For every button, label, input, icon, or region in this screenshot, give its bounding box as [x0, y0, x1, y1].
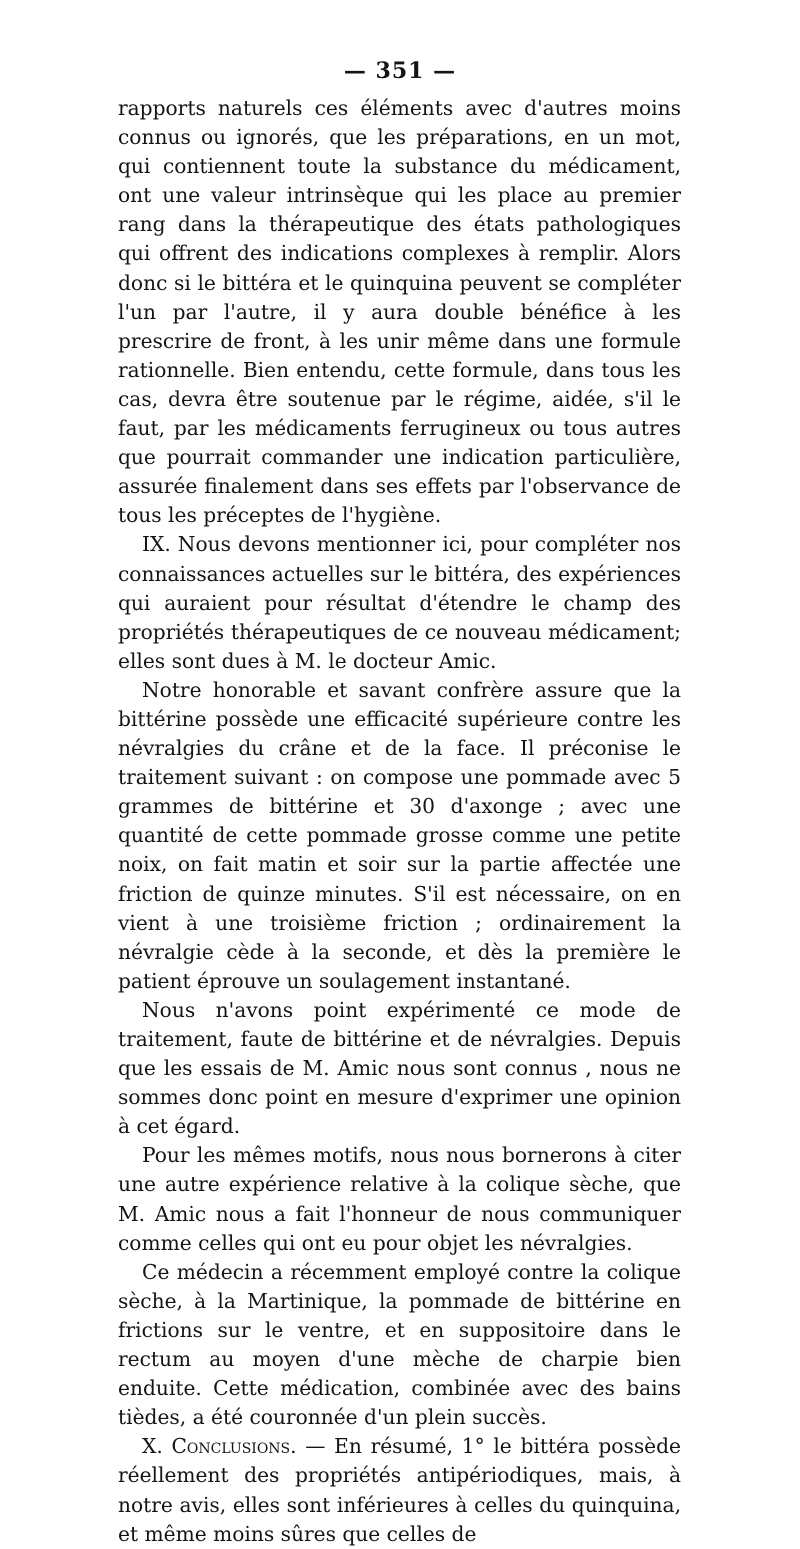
conclusion-heading: X. Conclusions. [142, 1434, 297, 1459]
paragraph-2: IX. Nous devons mentionner ici, pour compléter nos connaissances actuelles sur le bittéra, des expériences qui auraient pour résultat d'étendre le champ des propriétés thérapeutiques de ce nouveau médicament; elles sont dues à M. le docteur Amic. [118, 532, 681, 673]
conclusion-text: — En résumé, 1° le bittéra possède réellement des propriétés antipériodiques, mais, à notre avis, elles sont inférieures à celles du quinquina, et même moins sûres que celles de [118, 1434, 681, 1546]
conclusion-paragraph [118, 1432, 681, 1548]
paragraph-3: Notre honorable et savant confrère assure que la bittérine possède une efficacité supérieure contre les névralgies du crâne et de la face. Il préconise le traitement suivant : on compose une pommade avec 5 grammes de bittérine et 30 d'axonge ; avec une quantité de cette pommade grosse comme une petite noix, on fait matin et soir sur la partie affectée une friction de quinze minutes. S'il est nécessaire, on en vient à une troisième friction ; ordinairement la névralgie cède à la seconde, et dès la première le patient éprouve un soulagement instantané. [118, 677, 681, 993]
paragraph-4: Nous n'avons point expérimenté ce mode de traitement, faute de bittérine et de névralgies. Depuis que les essais de M. Amic nous sont connus , nous ne sommes donc point en mesure d'exprimer une opinion à cet égard. [118, 997, 681, 1139]
paragraph-6: Ce médecin a récemment employé contre la colique sèche, à la Martinique, la pommade de bittérine en frictions sur le ventre, et en suppositoire dans le rectum au moyen d'une mèche de charpie bien enduite. Cette médication, combinée avec des bains tièdes, a été couronnée d'un plein succès. [118, 1259, 681, 1430]
paragraph-1: rapports naturels ces éléments avec d'autres moins connus ou ignorés, que les préparations, en un mot, qui contiennent toute la substance du médicament, ont une valeur intrinsèque qui les place au premier rang dans la thérapeutique des états pathologiques qui offrent des indications complexes à remplir. Alors donc si le bittéra et le quinquina peuvent se compléter l'un par l'autre, il y aura double bénéfice à les prescrire de front, à les unir même dans une formule rationnelle. Bien entendu, cette formule, dans tous les cas, devra être soutenue par le régime, aidée, s'il le faut, par les médicaments ferrugineux ou tous autres que pourrait commander une indication particulière, assurée finalement dans ses effets par l'observance de tous les préceptes de l'hygiène. [118, 96, 681, 528]
paragraph-5: Pour les mêmes motifs, nous nous bornerons à citer une autre expérience relative à la colique sèche, que M. Amic nous a fait l'honneur de nous communiquer comme celles qui ont eu pour objet les névralgies. [118, 1143, 681, 1255]
page-number: — 351 — [343, 58, 457, 84]
body-text [118, 94, 681, 1549]
